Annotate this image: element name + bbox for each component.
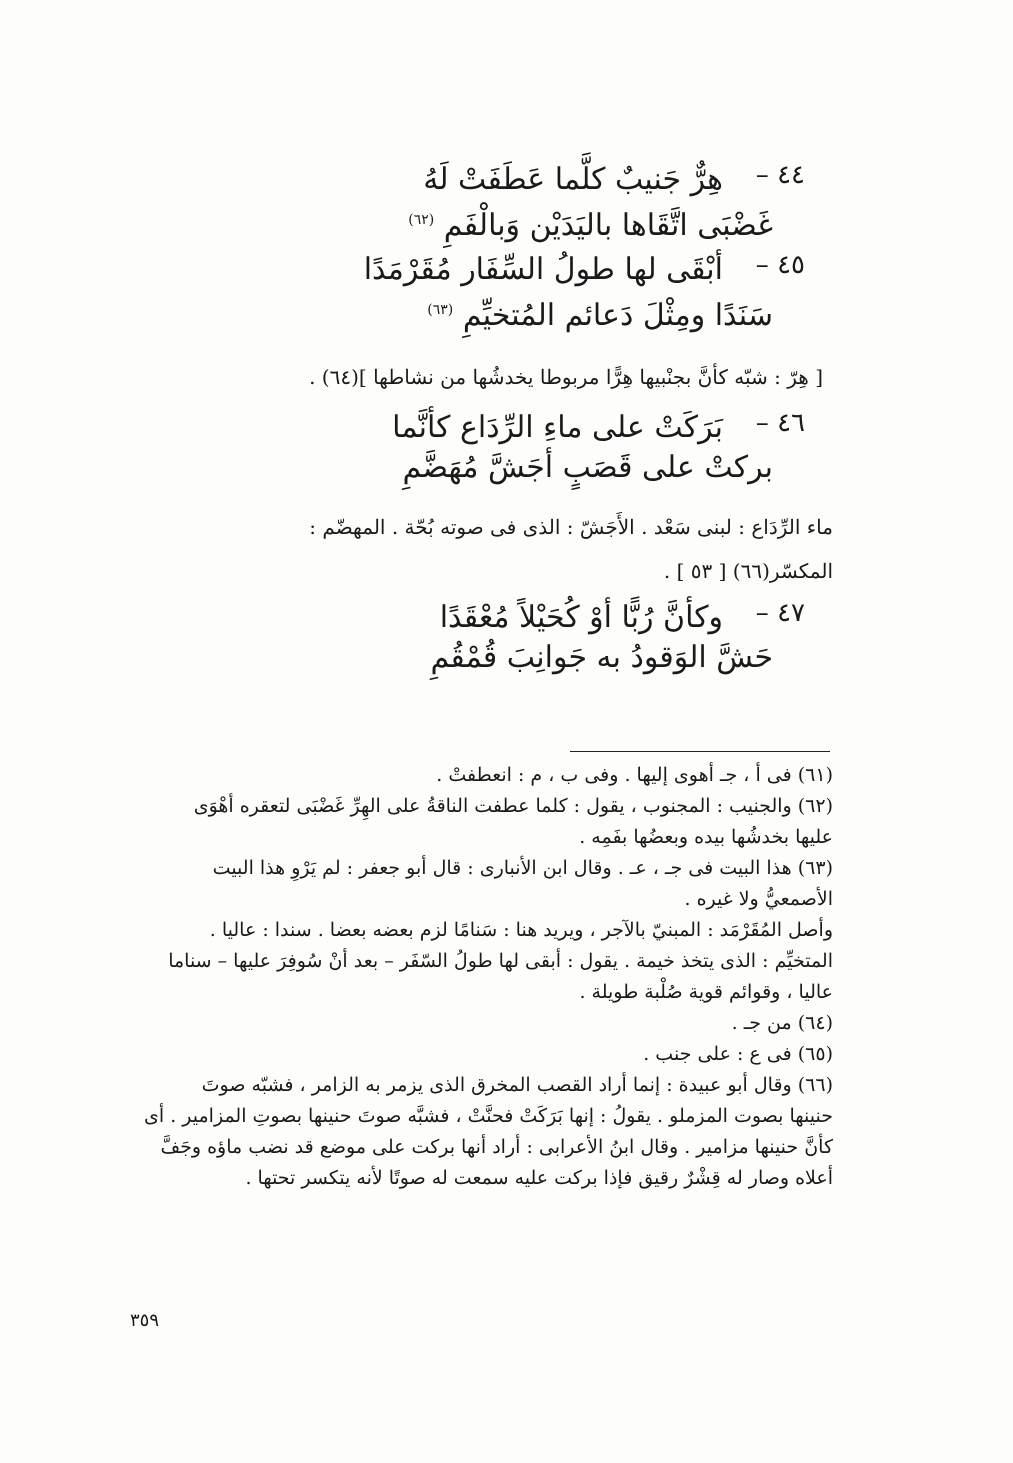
verse-number: ٤٥ –	[755, 250, 805, 280]
footnote-64: (٦٤) من جـ .	[731, 1012, 833, 1034]
footnote-65: (٦٥) فى ع : على جنب .	[643, 1043, 833, 1065]
verse-hemistich-second: حَشَّ الوَقودُ به جَوانِبَ قُمْقُمِ	[430, 640, 773, 675]
footnote-61: (٦١) فى أ ، جـ أهوى إليها . وفى ب ، م : انعطفتْ .	[436, 764, 833, 786]
hemistich-text: سَنَدًا ومِثْلَ دَعائم المُتخيِّمِ	[462, 298, 773, 333]
footnotes	[123, 760, 833, 1194]
verse-hemistich-second	[183, 200, 773, 246]
footnote-63-cont: عاليا ، وقوائم قوية صُلْبة طويلة .	[579, 981, 833, 1003]
verse-46	[183, 408, 803, 488]
verse-47	[183, 598, 803, 678]
footnote-marker: (٦٣)	[427, 302, 454, 318]
verse-hemistich-second	[183, 290, 773, 336]
verse-44	[183, 160, 803, 246]
footnote-63: (٦٣) هذا البيت فى جـ ، عـ . وقال ابن الأنبارى : قال أبو جعفر : لم يَرْوِ هذا البيت	[212, 857, 833, 879]
page-number: ٣٥٩	[130, 1310, 160, 1331]
gloss-hirr: [ هِرّ : شبّه كأنَّ بجنْبيها هِرًّا مربوطا يخدشُها من نشاطها ](٦٤) .	[309, 365, 823, 389]
verse-hemistich-first: أبْقَى لها طولُ السِّفَار مُقَرْمَدًا	[363, 252, 723, 287]
verse-hemistich-first: بَرَكَتْ على ماءِ الرِّدَاع كأنَّما	[392, 410, 723, 445]
hemistich-text: غَضْبَى اتَّقَاها باليَدَيْن وَبالْفَمِ	[443, 208, 773, 243]
footnote-63-cont: الأصمعيُّ ولا غيره .	[684, 888, 833, 910]
verse-number: ٤٤ –	[755, 160, 805, 190]
gloss-ma-alridaa: ماء الرِّدَاع : لبنى سَعْد . الأَجَشّ : الذى فى صوته بُحّة . المهضّم :	[309, 515, 833, 539]
verse-hemistich-first: هِرٌّ جَنيبٌ كلَّما عَطَفَتْ لَهُ	[423, 162, 723, 197]
footnote-63-cont: وأصل المُقَرْمَد : المبنيّ بالآجر ، ويريد هنا : سَنامًا لزم بعضه بعضا . سندا : عاليا .	[209, 919, 833, 941]
footnote-62-cont: عليها بخدشُها بيده وبعضُها بفَمِه .	[579, 826, 833, 848]
verse-45	[183, 250, 803, 336]
footnote-63-cont: المتخيِّم : الذى يتخذ خيمة . يقول : أبقى لها طولُ السّفَر – بعد أنْ سُوفِرَ عليها – سناما	[168, 950, 833, 972]
footnote-66-cont: كأنَّ حنينها مزامير . وقال ابنُ الأعرابى : أراد أنها بركت على موضع قد نضب ماؤه وجَفَّ	[160, 1136, 833, 1158]
footnote-separator	[570, 751, 830, 752]
verse-hemistich-first: وكأنَّ رُبًّا أوْ كُحَيْلاً مُعْقَدًا	[439, 600, 723, 635]
verse-number: ٤٧ –	[755, 598, 805, 628]
verse-hemistich-second: بركتْ على قَصَبٍ أجَشَّ مُهَضَّمِ	[402, 450, 773, 485]
footnote-66: (٦٦) وقال أبو عبيدة : إنما أراد القصب المخرق الذى يزمر به الزامر ، فشبّه صوتَ	[201, 1074, 833, 1096]
footnote-66-cont: أعلاه وصار له قِشْرٌ رقيق فإذا بركت عليه سمعت له صوتًا لأنه يتكسر تحتها .	[245, 1167, 833, 1189]
verse-number: ٤٦ –	[755, 408, 805, 438]
footnote-66-cont: حنينها بصوت المزملو . يقولُ : إنها بَرَكَتْ فحنَّتْ ، فشبَّه صوتَ حنينها بصوتِ المزامير . أى	[144, 1105, 833, 1127]
footnote-marker: (٦٢)	[408, 212, 435, 228]
footnote-62: (٦٢) والجنيب : المجنوب ، يقول : كلما عطفت الناقةُ على الهِرِّ غَضْبَى لتعقره أهْوَى	[193, 795, 833, 817]
gloss-mukassar: المكسّر(٦٦) [ ٥٣ ] .	[663, 559, 833, 583]
